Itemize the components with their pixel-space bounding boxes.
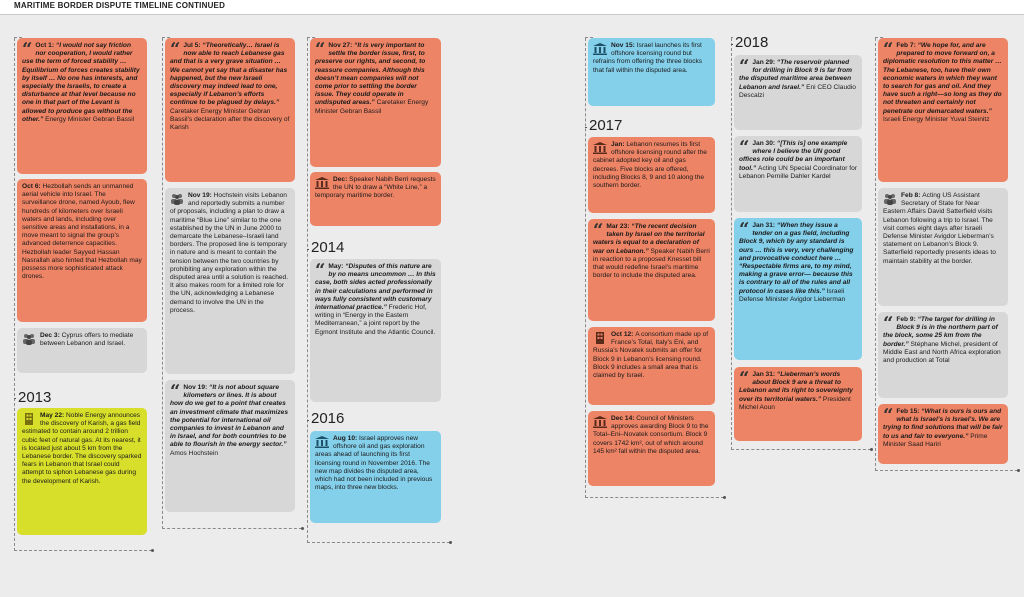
event-quote: “The target for drilling in Block 9 is in the northern part of the block, some 25 km from the border.” <box>883 316 998 348</box>
event-date: Feb 9: <box>896 316 918 323</box>
timeline-dot <box>449 541 452 544</box>
event-date: May 22: <box>40 412 67 419</box>
event-date: Jan 31: <box>752 371 777 378</box>
event-date: Jan 29: <box>752 59 777 66</box>
timeline-dot <box>723 496 726 499</box>
event-attribution: Prime Minister Saad Hariri <box>883 432 988 448</box>
event-date: Nov 15: <box>611 42 637 49</box>
page-title: MARITIME BORDER DISPUTE TIMELINE CONTINUED <box>14 1 226 10</box>
event-date: Dec 3: <box>40 332 62 339</box>
event-text: Council of Ministers approves awarding Block 9 to the Total–Eni–Novatek consortium. Block 9 covers 1742 km², out of which around 145 km² fall within the disputed area. <box>593 415 709 455</box>
event-quote: “[This is] one example where I believe the UN good offices role could be an important tool.” <box>739 140 848 172</box>
event-card <box>588 38 715 106</box>
event-date: Feb 15: <box>896 408 922 415</box>
event-quote: “The recent decision taken by Israel on the territorial waters is equal to a declaration of war on Lebanon.” <box>593 223 705 255</box>
quote-mark-icon: “ <box>22 39 33 60</box>
event-card <box>588 137 715 213</box>
year-label-2017: 2017 <box>589 117 623 134</box>
event-attribution: Israeli Energy Minister Yuval Steinitz <box>883 115 990 123</box>
event-text: A consortium made up of France’s Total, Italy’s Eni, and Russia’s Novatek submits an offer for Block 9 in Lebanon’s licensing round. Block 9 includes a small area that is claimed by Israel. <box>593 331 709 380</box>
quote-mark-icon: “ <box>170 381 181 402</box>
building-icon <box>22 413 36 425</box>
event-date: Feb 7: <box>896 42 918 49</box>
event-quote: “When they issue a tender on a gas field, including Block 9, which by any standard is ours … this is very, very challenging and provocative conduct here … “Respectable firms are, to my mind, making a grave error— because this is contrary to all of the rules and all protocol in cases like this.” <box>739 222 854 295</box>
event-attribution: Amos Hochstein <box>170 449 219 457</box>
event-quote: “The reservoir planned for drilling in Block 9 is far from the disputed maritime area between Lebanon and Israel.” <box>739 59 853 91</box>
event-card <box>17 328 147 373</box>
event-date: Jan 31: <box>752 222 777 229</box>
people-icon <box>170 193 184 205</box>
event-card <box>734 136 862 212</box>
event-text: Hochstein visits Lebanon and reportedly submits a number of proposals, including a plan to draw a maritime “Blue Line” similar to the one established by the UN in June 2000 to demarcate the Lebanese–Israeli land borders. The proposed line is temporary in nature and is meant to contain the tension between the two countries by prohibiting any exploration within the disputed area until a solution is reached. It also makes room for a limited role for the UN, acknowledging a Lebanese demand to involve the UN in the process. <box>170 192 289 314</box>
event-card <box>588 219 715 321</box>
institution-icon <box>593 142 607 154</box>
quote-mark-icon: “ <box>883 405 894 426</box>
event-attribution: Stéphane Michel, president of Middle East and North Africa exploration and production at Total <box>883 340 1001 365</box>
quote-mark-icon: “ <box>739 368 750 389</box>
event-text: Israel launches its first offshore licensing round but refrains from offering the three blocks that fall within the disputed area. <box>593 42 703 74</box>
quote-mark-icon: “ <box>170 39 181 60</box>
event-card <box>310 431 441 523</box>
event-quote: “Lieberman’s words about Block 9 are a threat to Lebanon and its right to sovereignty over its territorial waters.” <box>739 371 853 403</box>
event-card <box>588 327 715 405</box>
header-bar <box>0 0 1024 15</box>
event-quote: “Theoretically… Israel is now able to reach Lebanese gas and that is a very grave situation … We cannot yet say that a disaster has happened, but the new Israeli discovery may indeed lead to one, especially if Lebanon’s efforts continue to be plagued by delays.” <box>170 42 288 107</box>
event-card <box>734 55 862 130</box>
event-text: Lebanon resumes its first offshore licensing round after the cabinet adopted key oil and gas decrees. Five blocks are offered, including Blocks 8, 9 and 10 along the southern border. <box>593 141 707 190</box>
quote-mark-icon: “ <box>315 260 326 281</box>
event-attribution: Acting UN Special Coordinator for Lebanon Pernille Dahler Kardel <box>739 164 857 180</box>
event-quote: “What is ours is ours and what is Israel’s is Israel’s. We are trying to find solutions that will be fair to us and fair to everyone.” <box>883 408 1003 440</box>
event-quote: “I would not say friction nor cooperation, I would rather use the term of forced stability … Equilibrium of forces creates stability by itself … No one has interests, and especially the Israelis, to create a disturbance at that level because no one in that part of the Levant is allowed to produce gas without the other.” <box>22 42 140 123</box>
event-quote: “It is very important to settle the border issue, first, to preserve our rights, and second, to reassure companies. Although this doesn’t mean companies will not come prior to settling the border issue. They could operate in undisputed areas.” <box>315 42 426 107</box>
event-date: Dec: <box>333 176 350 183</box>
institution-icon <box>315 436 329 448</box>
timeline-dot <box>870 448 873 451</box>
quote-mark-icon: “ <box>883 313 894 334</box>
event-card <box>165 38 295 182</box>
event-card <box>588 411 715 486</box>
event-date: Oct 12: <box>611 331 636 338</box>
quote-mark-icon: “ <box>739 137 750 158</box>
event-quote: “Disputes of this nature are by no means uncommon … In this case, both sides acted professionally in their calculations and performed in ways fully consistent with customary international practice.” <box>315 263 436 312</box>
timeline-dot <box>151 549 154 552</box>
event-date: May: <box>328 263 346 270</box>
event-text: Acting US Assistant Secretary of State for Near Eastern Affairs David Satterfield visits Lebanon following a trip to Israel. The visit comes eight days after Israeli Defense Minister Avigdor Lieberman’s statement on Lebanon’s Block 9. Satterfield reportedly presents ideas to maintain stability at the border. <box>883 192 996 265</box>
event-attribution: Energy Minister Gebran Bassil <box>45 115 135 123</box>
event-text: Cyprus offers to mediate between Lebanon and Israel. <box>40 332 134 348</box>
event-card <box>878 38 1008 182</box>
event-card <box>310 172 441 226</box>
year-label-2016: 2016 <box>311 410 345 427</box>
quote-mark-icon: “ <box>739 219 750 240</box>
event-card <box>310 259 441 402</box>
quote-mark-icon: “ <box>739 56 750 77</box>
event-text: Israel approves new offshore oil and gas exploration areas ahead of launching its first licensing round in November 2016. The new map divides the disputed area, which had not been included in previous maps, into three new blocks. <box>315 435 433 492</box>
event-attribution: Caretaker Energy Minister Gebran Bassil <box>315 99 429 115</box>
institution-icon <box>593 43 607 55</box>
event-date: Jan: <box>611 141 627 148</box>
event-date: Nov 27: <box>328 42 355 49</box>
event-date: Nov 19: <box>183 384 210 391</box>
event-attribution: Eni CEO Claudio Descalzi <box>739 83 856 99</box>
event-card <box>165 380 295 512</box>
people-icon <box>883 193 897 205</box>
event-quote: “It is not about square kilometers or lines. It is about how do we get to a point that creates an investment climate that maximizes the potential for international oil companies to invest in Lebanon and in Israel, and for both countries to be able to flourish in the energy sector.” <box>170 384 288 449</box>
event-card <box>310 38 441 167</box>
event-text: Noble Energy announces the discovery of Karish, a gas field estimated to contain around 2 trillion cubic feet of natural gas. At its nearest, it is located just about 5 km from the Lebanese border. The discovery sparked fears in Lebanon that Israel could attempt to siphon Lebanese gas during the development of Karish. <box>22 412 142 485</box>
people-icon <box>22 333 36 345</box>
year-label-2014: 2014 <box>311 239 345 256</box>
event-attribution: Frederic Hof, writing in “Energy in the Eastern Mediterranean,” a joint report by the Egmont Institute and the Atlantic Council. <box>315 304 436 336</box>
event-attribution: Speaker Nabih Berri in reaction to a proposed Knesset bill that would redefine Israel’s maritime border to include the disputed area. <box>593 247 710 280</box>
event-text: Hezbollah sends an unmanned aerial vehicle into Israel. The surveillance drone, named Ayoub, flew hundreds of kilometers over Israeli waters and lands, including over sensitive areas and installations, in a move meant to signal the group’s advanced deterrence capacities. Hezbollah leader Sayyed Hassan Nasrallah also hinted that Hezbollah may possess more sophisticated attack drones. <box>22 183 142 281</box>
institution-icon <box>593 416 607 428</box>
year-label-2018: 2018 <box>735 34 769 51</box>
event-attribution: Caretaker Energy Minister Gebran Bassil’s declaration after the discovery of Karish <box>170 107 290 132</box>
event-card <box>878 312 1008 398</box>
event-card <box>734 218 862 360</box>
quote-mark-icon: “ <box>315 39 326 60</box>
event-card <box>17 408 147 535</box>
event-date: Jul 5: <box>183 42 203 49</box>
timeline-dot <box>301 527 304 530</box>
quote-mark-icon: “ <box>593 220 604 241</box>
event-date: Feb 8: <box>901 192 923 199</box>
institution-icon <box>315 177 329 189</box>
event-attribution: President Michel Aoun <box>739 395 851 411</box>
event-quote: “We hope for, and are prepared to move forward on, a diplomatic resolution to this matter … The Lebanese, too, have their own economic waters in which they want to search for gas and oil. And they have such a right—so long as they do not threaten and certainly not penetrate our demarcated waters.” <box>883 42 1002 115</box>
event-date: Dec 14: <box>611 415 637 422</box>
event-card <box>734 367 862 441</box>
event-date: Aug 10: <box>333 435 360 442</box>
event-card <box>165 188 295 374</box>
event-date: Nov 19: <box>188 192 214 199</box>
event-date: Mar 23: <box>606 223 632 230</box>
event-card <box>878 404 1008 464</box>
building-icon <box>593 332 607 344</box>
event-text: Speaker Nabih Berri requests the UN to draw a “White Line,” a temporary maritime border. <box>315 176 436 200</box>
event-card <box>17 38 147 174</box>
event-date: Oct 1: <box>35 42 56 49</box>
year-label-2013: 2013 <box>18 389 52 406</box>
timeline-dot <box>1017 469 1020 472</box>
quote-mark-icon: “ <box>883 39 894 60</box>
event-date: Oct 6: <box>22 183 43 190</box>
event-date: Jan 30: <box>752 140 777 147</box>
event-card <box>878 188 1008 306</box>
event-card <box>17 179 147 322</box>
event-attribution: Israeli Defense Minister Avigdor Lieberman <box>739 287 846 303</box>
